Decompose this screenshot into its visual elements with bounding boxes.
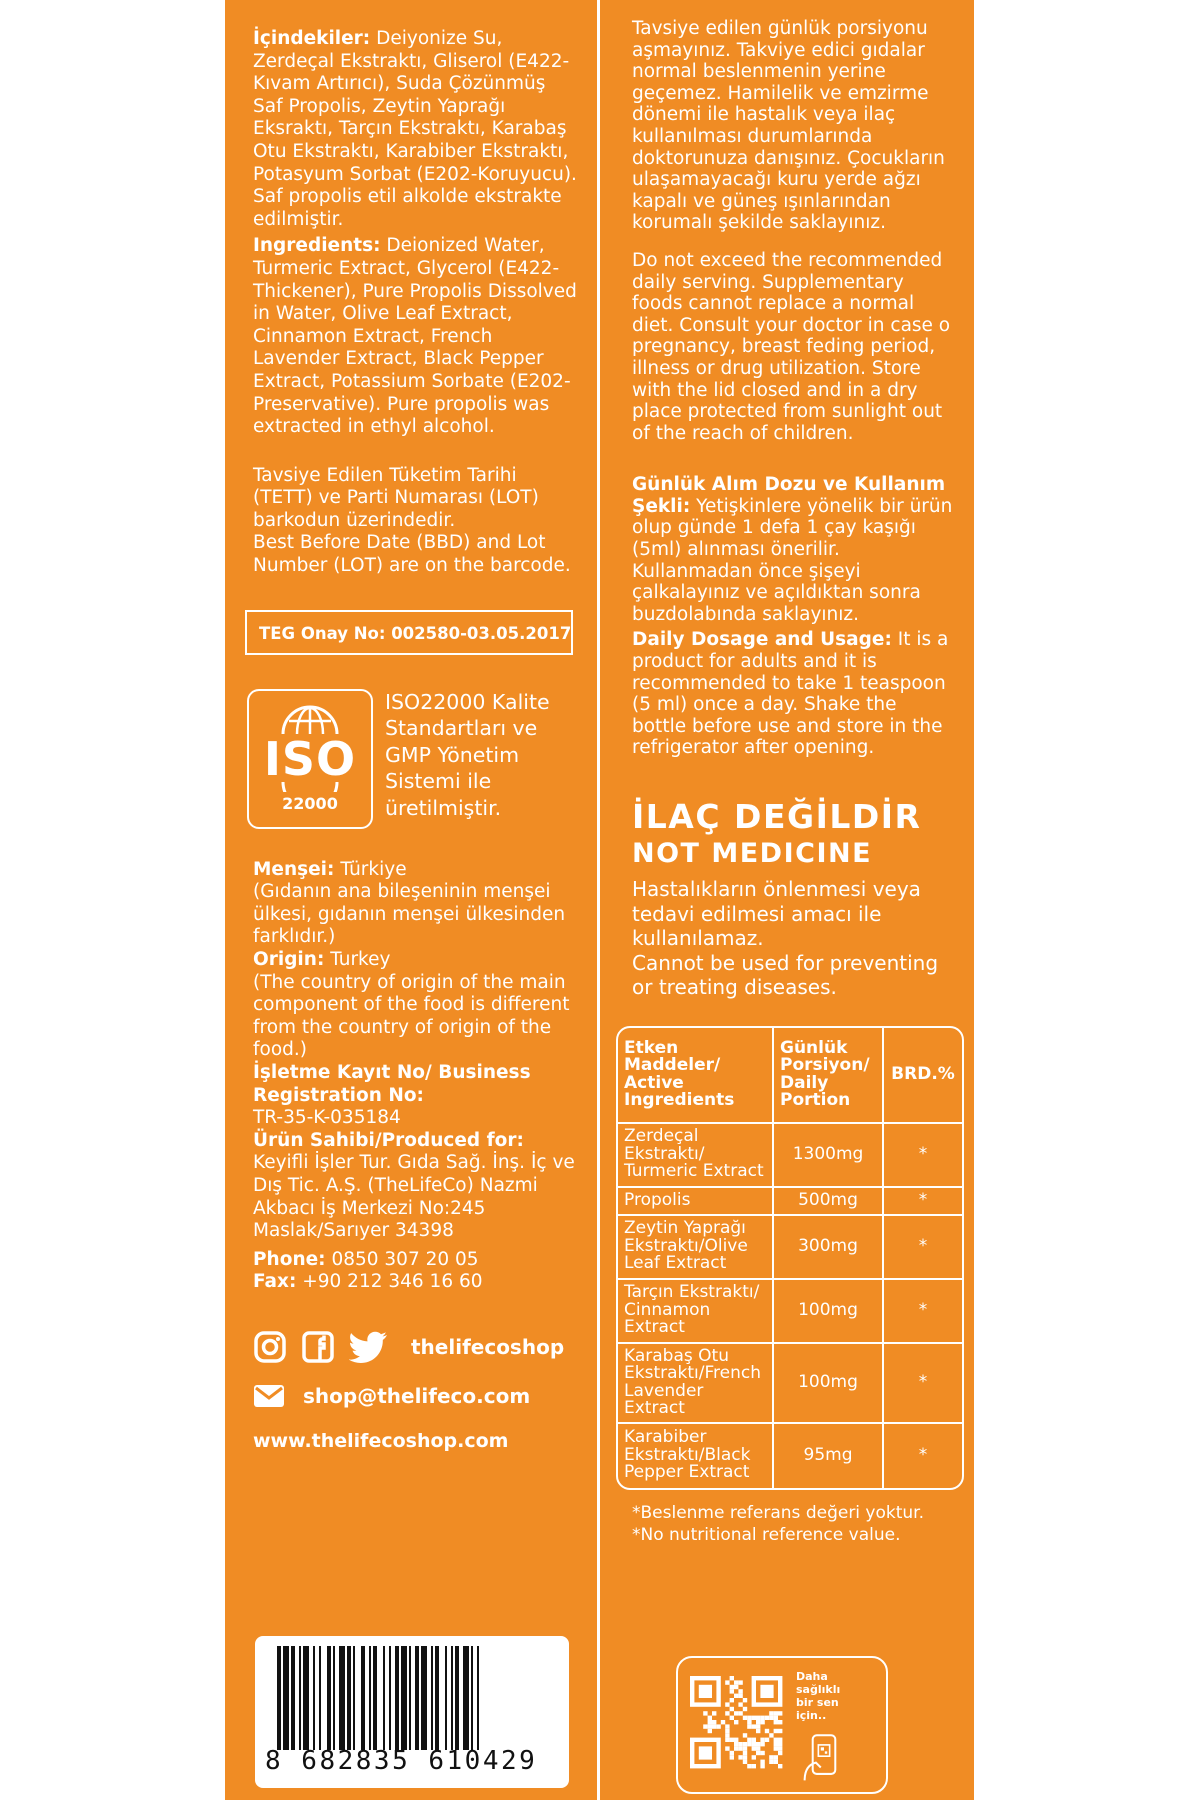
origin-note: (The country of origin of the main component of the food is different from the country of origin of the food.) (253, 971, 570, 1061)
teg-approval-box: TEG Onay No: 002580-03.05.2017 (245, 610, 573, 655)
website-link[interactable]: www.thelifecoshop.com (253, 1429, 509, 1452)
ingredient-name: Zeytin Yaprağı Ekstraktı/Olive Leaf Extract (618, 1216, 774, 1280)
not-medicine-desc-en: Cannot be used for preventing or treating diseases. (632, 950, 939, 999)
iso-arc (275, 780, 345, 792)
facebook-icon[interactable] (301, 1330, 335, 1364)
qr-caption: Daha sağlıklı bir sen için.. (796, 1670, 841, 1722)
registration-value: TR-35-K-035184 (253, 1107, 401, 1129)
tett-tr: Tavsiye Edilen Tüketim Tarihi (TETT) ve Parti Numarası (LOT) barkodun üzerindedir. (253, 464, 539, 531)
ingredient-amount: 1300mg (774, 1124, 884, 1188)
active-ingredients-table (616, 1026, 964, 1490)
ingredient-amount: 95mg (774, 1424, 884, 1488)
ingredient-brd: * (884, 1280, 962, 1344)
origin: Origin: Turkey (253, 949, 391, 971)
ingredients-en: Ingredients: Deionized Water, Turmeric Extract, Glycerol (E422-Thickener), Pure Propolis Dissolved in Water, Olive Leaf Extract, Cinnamon Extract, French Lavender Extract, Black Pepper Extract, Potassium Sorbate (E202-Preservative). Pure propolis was extracted in ethyl alcohol. (253, 235, 577, 438)
barcode (255, 1636, 569, 1788)
social-handle[interactable]: thelifecoshop (411, 1334, 565, 1359)
ingredient-brd: * (918, 1444, 928, 1465)
footnote-tr: *Beslenme referans değeri yoktur. (632, 1502, 925, 1523)
owner-label: Ürün Sahibi/Produced for: (253, 1129, 524, 1151)
footnote-en: *No nutritional reference value. (632, 1524, 901, 1545)
ingredient-amount: 100mg (774, 1280, 884, 1344)
ingredient-brd: * (884, 1188, 962, 1216)
table-row (618, 1188, 962, 1216)
right-panel (600, 0, 974, 1800)
table-row (618, 1344, 962, 1424)
barcode-bars (255, 1646, 569, 1756)
origin-section (253, 859, 577, 1294)
phone: Phone: 0850 307 20 05 (253, 1248, 479, 1270)
dosage-tr: Günlük Alım Dozu ve Kullanım Şekli: Yetişkinlere yönelik bir ürün olup günde 1 defa 1 çay kaşığı (5ml) alınması önerilir. Kullanmadan önce şişeyi çalkalayınız ve açıldıktan sonra buzdolabında saklayınız. (632, 474, 953, 625)
dosage-en: Daily Dosage and Usage: It is a product for adults and it is recommended to take 1 teaspoon (5 ml) once a day. Shake the bottle before use and store in the refrigerator after opening. (632, 629, 949, 759)
not-medicine-en: NOT MEDICINE (632, 838, 873, 869)
not-medicine-desc-tr: Hastalıkların önlenmesi veya tedavi edilmesi amacı ile kullanılamaz. (632, 877, 921, 950)
ingredient-brd: * (884, 1124, 962, 1188)
ingredient-name: Propolis (618, 1188, 774, 1216)
registration-label: İşletme Kayıt No/ Business Registration No: (253, 1062, 531, 1106)
table-row (618, 1216, 962, 1280)
instagram-icon[interactable] (253, 1330, 287, 1364)
iso-badge-number: 22000 (282, 794, 338, 814)
not-medicine-tr: İLAÇ DEĞİLDİR (632, 797, 922, 836)
iso-badge (247, 689, 373, 829)
ingredient-name: Tarçın Ekstraktı/ Cinnamon Extract (618, 1280, 774, 1344)
qr-code-icon[interactable] (690, 1668, 786, 1780)
tett-en: Best Before Date (BBD) and Lot Number (LOT) are on the barcode. (253, 532, 571, 577)
email-row (253, 1384, 577, 1408)
barcode-number: 8 682835 610429 (265, 1746, 538, 1776)
mensei-note: (Gıdanın ana bileşeninin menşei ülkesi, gıdanın menşei ülkesinden farklıdır.) (253, 881, 566, 948)
iso-section (247, 689, 577, 829)
ingredient-amount: 300mg (774, 1216, 884, 1280)
table-header (618, 1028, 962, 1124)
left-panel (225, 0, 597, 1800)
header-brd: BRD.% (884, 1028, 962, 1124)
table-row (618, 1424, 962, 1488)
social-row (253, 1330, 577, 1364)
owner-value: Keyifli İşler Tur. Gıda Sağ. İnş. İç ve Dış Tic. A.Ş. (TheLifeCo) Nazmi Akbacı İş Merkezi No:245 Maslak/Sarıyer 34398 (253, 1152, 575, 1242)
warning-tr: Tavsiye edilen günlük porsiyonu aşmayınız. Takviye edici gıdalar normal beslenmenin yerine geçemez. Hamilelik ve emzirme dönemi ile hastalık veya ilaç kullanılması durumlarında doktorunuza danışınız. Çocukların ulaşamayacağı kuru yerde ağzı kapalı ve güneş ışınlarından korumalı şekilde saklayınız. (632, 18, 945, 234)
ingredient-brd: * (884, 1216, 962, 1280)
ingredient-name: Karabiber Ekstraktı/Black Pepper Extract (618, 1424, 774, 1488)
header-ingredients: Etken Maddeler/ Active Ingredients (618, 1028, 774, 1124)
iso-text: ISO22000 Kalite Standartları ve GMP Yönetim Sistemi ile üretilmiştir. (385, 689, 550, 820)
mail-icon (253, 1384, 285, 1408)
warning-en: Do not exceed the recommended daily serving. Supplementary foods cannot replace a normal diet. Consult your doctor in case o pregnancy, breast feding period, illness or drug utilization. Store with the lid closed and in a dry place protected from sunlight out of the reach of children. (632, 249, 951, 444)
ingredient-amount: 100mg (774, 1344, 884, 1424)
fax: Fax: +90 212 346 16 60 (253, 1271, 483, 1293)
ingredient-amount: 500mg (774, 1188, 884, 1216)
qr-section (676, 1656, 888, 1794)
table-row (618, 1124, 962, 1188)
mensei: Menşei: Türkiye (253, 858, 407, 880)
iso-badge-main: ISO (263, 732, 357, 787)
twitter-icon[interactable] (349, 1330, 389, 1364)
ingredient-name: Zerdeçal Ekstraktı/ Turmeric Extract (618, 1124, 774, 1188)
ingredient-brd: * (884, 1344, 962, 1424)
table-row (618, 1280, 962, 1344)
header-portion: Günlük Porsiyon/ Daily Portion (774, 1028, 884, 1124)
ingredient-name: Karabaş Otu Ekstraktı/French Lavender Extract (618, 1344, 774, 1424)
email-link[interactable]: shop@thelifeco.com (303, 1383, 531, 1408)
phone-scan-icon (796, 1732, 852, 1782)
ingredients-tr: İçindekiler: Deiyonize Su, Zerdeçal Ekstraktı, Gliserol (E422-Kıvam Artırıcı), Suda Çözünmüş Saf Propolis, Zeytin Yaprağı Eksraktı, Tarçın Ekstraktı, Karabaş Otu Ekstraktı, Karabiber Ekstraktı, Potasyum Sorbat (E202-Koruyucu). Saf propolis etil alkolde ekstrakte edilmiştir. (253, 28, 577, 230)
